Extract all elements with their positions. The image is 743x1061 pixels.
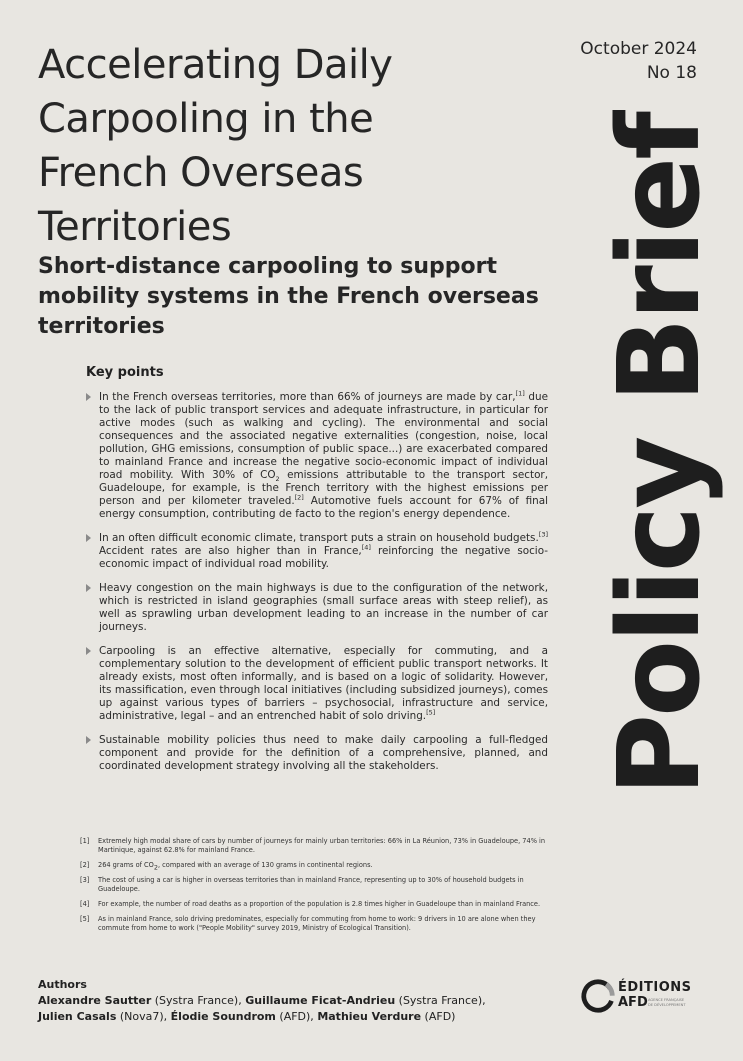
footnote-ref: [2]: [294, 493, 304, 502]
author-org: (Systra France),: [151, 994, 246, 1007]
author-org: (AFD): [421, 1010, 456, 1023]
issue-info: [580, 37, 697, 85]
authors-heading: Authors: [38, 978, 87, 991]
triangle-bullet-icon: [86, 736, 91, 744]
author-name: Alexandre Sautter: [38, 994, 152, 1007]
author-name: Guillaume Ficat-Andrieu: [245, 994, 396, 1007]
footnote-ref: [3]: [538, 530, 548, 539]
footnote-ref: [1]: [515, 389, 525, 398]
publication-date: October 2024: [580, 39, 697, 59]
logo-line1: ÉDITIONS: [618, 980, 692, 995]
footnote-ref: [4]: [361, 543, 371, 552]
logo-ring-icon: [580, 977, 618, 1015]
author-name: Élodie Soundrom: [170, 1010, 276, 1023]
key-point: In an often difficult economic climate, transport puts a strain on household budgets.[3] Accident rates are also higher than in France,[4] reinforcing the negative socio-economic impact of individual road mobility.: [86, 532, 548, 571]
footnote: [4] For example, the number of road deaths as a proportion of the population is 2.8 times higher in Guadeloupe than in mainland France.: [80, 900, 541, 908]
footnote-number: [1]: [80, 837, 90, 845]
issue-number: No 18: [646, 63, 697, 83]
author-org: (Nova7),: [116, 1010, 171, 1023]
key-point: In the French overseas territories, more than 66% of journeys are made by car,[1] due to the lack of public transport services and adequate infrastructure, in particular for active modes (such as walking and cycling). The environmental and social consequences and the associated negative externalities (congestion, noise, local pollution, GHG emissions, consumption of public space...) are exacerbated compared to mainland France and increase the negative socio-economic impact of individual road mobility. With 30% of $CO_2$ emissions attributable to the transport sector, Guadeloupe, for example, is the French territory with the highest emissions per person and per kilometer traveled.[2] Automotive fuels account for 67% of final energy consumption, contributing de facto to the region's energy dependence.: [86, 391, 548, 521]
footnote-number: [5]: [80, 915, 90, 923]
footnote: [5] As in mainland France, solo driving predominates, especially for commuting from home to work: 9 drivers in 10 are alone when they commute from home to work ("People Mobility" survey 2019, Ministry of Ecological Transition).: [80, 915, 536, 932]
page-title: Accelerating Daily Carpooling in the French Overseas Territories: [38, 42, 393, 250]
author-name: Julien Casals: [38, 1010, 117, 1023]
publisher-logo: [580, 977, 700, 1017]
doc-type-label: Policy Brief: [595, 114, 725, 796]
key-points-heading: Key points: [86, 365, 164, 380]
footnote-number: [2]: [80, 861, 90, 869]
key-point: Carpooling is an effective alternative, especially for commuting, and a complementary solution to the development of efficient public transport networks. It already exists, most often informally, and is based on a logic of solidarity. However, its massification, even through local initiatives (including subsidized journeys), comes up against various types of barriers – psychosocial, infrastructure and service, administrative, legal – and an entrenched habit of solo driving.[5]: [86, 645, 548, 723]
key-point: Heavy congestion on the main highways is due to the configuration of the network, which is restricted in island geographies (small surface areas with steep relief), as well as sprawling urban development leading to an increase in the number of car journeys.: [86, 582, 548, 634]
footnote: [3] The cost of using a car is higher in overseas territories than in mainland France, representing up to 30% of household budgets in Guadeloupe.: [80, 876, 524, 893]
key-points-list: [86, 391, 548, 784]
footnote-ref: [5]: [426, 708, 436, 717]
triangle-bullet-icon: [86, 393, 91, 401]
logo-line2: AFD: [618, 995, 648, 1010]
author-name: Mathieu Verdure: [317, 1010, 422, 1023]
authors-block: [38, 977, 498, 1025]
triangle-bullet-icon: [86, 534, 91, 542]
triangle-bullet-icon: [86, 584, 91, 592]
footnote: [2] 264 grams of $CO_2$, compared with an average of 130 grams in continental regions.: [80, 861, 373, 872]
logo-tagline: AGENCE FRANÇAISE DE DÉVELOPPEMENT: [648, 998, 686, 1007]
author-org: (AFD),: [275, 1010, 318, 1023]
page-subtitle: Short-distance carpooling to support mobility systems in the French overseas territories: [38, 254, 539, 339]
footnote: [1] Extremely high modal share of cars by number of journeys for mainly urban territories: 66% in La Réunion, 73% in Guadeloupe, 74% in Martinique, against 62.8% for mainland France.: [80, 837, 546, 854]
triangle-bullet-icon: [86, 647, 91, 655]
footnotes-list: [80, 837, 550, 939]
key-point: Sustainable mobility policies thus need to make daily carpooling a full-fledged component and provide for the definition of a comprehensive, planned, and coordinated development strategy involving all the stakeholders.: [86, 734, 548, 773]
footnote-number: [4]: [80, 900, 90, 908]
footnote-number: [3]: [80, 876, 90, 884]
author-org: (Systra France),: [395, 994, 486, 1007]
